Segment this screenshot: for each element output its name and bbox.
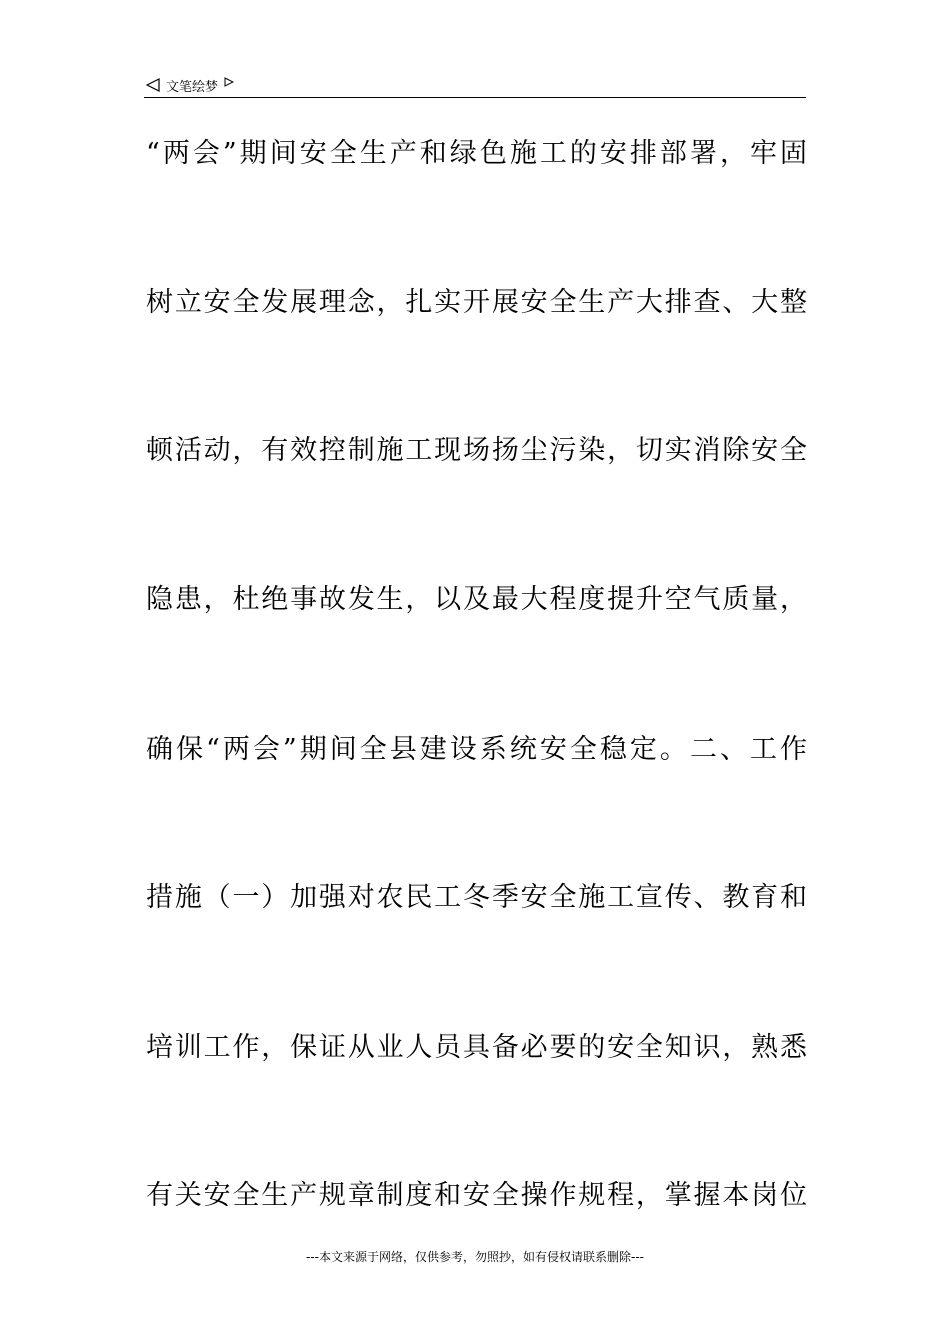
body-line: 有关安全生产规章制度和安全操作规程，掌握本岗位 bbox=[146, 1180, 808, 1211]
body-line: 隐患，杜绝事故发生，以及最大程度提升空气质量， bbox=[146, 584, 808, 615]
triangle-left-outline-icon bbox=[146, 78, 160, 92]
body-line: 确保“两会”期间全县建设系统安全稳定。二、工作 bbox=[146, 734, 808, 765]
header-brand: 文笔绘梦 bbox=[166, 79, 219, 95]
header-divider bbox=[144, 97, 806, 98]
body-line: 措施（一）加强对农民工冬季安全施工宣传、教育和 bbox=[146, 882, 808, 913]
body-line: 培训工作，保证从业人员具备必要的安全知识，熟悉 bbox=[146, 1032, 808, 1063]
body-line: “两会”期间安全生产和绿色施工的安排部署，牢固 bbox=[146, 138, 808, 169]
triangle-right-outline-icon bbox=[224, 77, 234, 87]
footer-notice: ---本文来源于网络，仅供参考，勿照抄，如有侵权请联系删除--- bbox=[306, 1250, 644, 1264]
body-line: 树立安全发展理念，扎实开展安全生产大排查、大整 bbox=[146, 287, 808, 318]
document-header bbox=[146, 74, 234, 96]
body-line: 顿活动，有效控制施工现场扬尘污染，切实消除安全 bbox=[146, 435, 808, 466]
